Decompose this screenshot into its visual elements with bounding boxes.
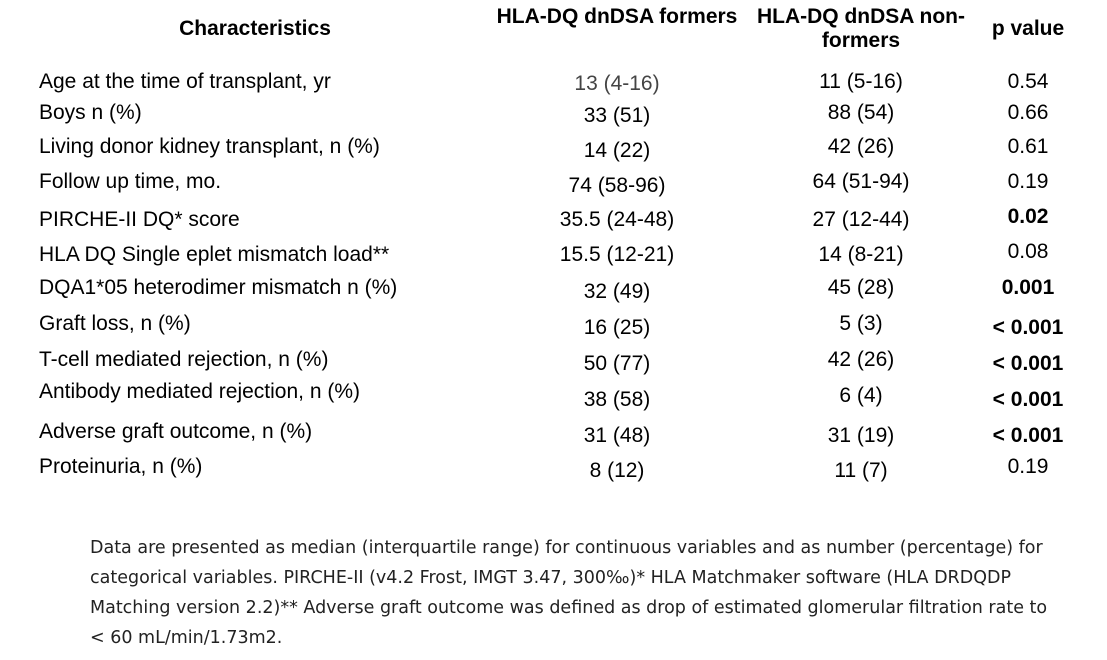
row-p-pirche: 0.02	[1007, 205, 1049, 228]
row-p-eplet: 0.08	[1007, 240, 1049, 263]
row-formers-tcmr: 50 (77)	[583, 352, 651, 375]
row-formers-pirche: 35.5 (24-48)	[559, 208, 675, 231]
row-nonformers-proteinuria: 11 (7)	[834, 459, 888, 482]
row-p-tcmr: < 0.001	[992, 352, 1064, 375]
row-p-age: 0.54	[1007, 70, 1049, 93]
row-formers-adverse: 31 (48)	[583, 424, 651, 447]
row-nonformers-tcmr: 42 (26)	[827, 348, 895, 371]
row-formers-proteinuria: 8 (12)	[589, 459, 645, 482]
row-formers-follow-up: 74 (58-96)	[568, 174, 666, 197]
row-label-graft-loss: Graft loss, n (%)	[39, 312, 191, 335]
row-nonformers-adverse: 31 (19)	[827, 424, 895, 447]
table-header-p-value: p value	[991, 17, 1065, 40]
table-header-formers: HLA-DQ dnDSA formers	[496, 5, 738, 28]
row-nonformers-graft-loss: 5 (3)	[839, 312, 883, 335]
table-header-characteristics: Characteristics	[179, 17, 331, 40]
row-nonformers-age: 11 (5-16)	[819, 70, 903, 93]
row-label-proteinuria: Proteinuria, n (%)	[39, 455, 203, 478]
row-label-age: Age at the time of transplant, yr	[39, 70, 331, 93]
row-p-graft-loss: < 0.001	[992, 316, 1064, 339]
row-label-dqa1: DQA1*05 heterodimer mismatch n (%)	[39, 276, 398, 299]
row-label-adverse: Adverse graft outcome, n (%)	[39, 420, 313, 443]
row-label-pirche: PIRCHE-II DQ* score	[39, 208, 240, 231]
table-header-non-formers: HLA-DQ dnDSA non-formers	[756, 5, 965, 52]
row-label-eplet: HLA DQ Single eplet mismatch load**	[39, 243, 390, 266]
row-p-proteinuria: 0.19	[1007, 455, 1049, 478]
row-nonformers-pirche: 27 (12-44)	[812, 208, 910, 231]
row-formers-age: 13 (4-16)	[574, 72, 660, 95]
row-formers-eplet: 15.5 (12-21)	[559, 243, 675, 266]
row-nonformers-living-donor: 42 (26)	[827, 135, 895, 158]
row-nonformers-amr: 6 (4)	[839, 384, 883, 407]
row-nonformers-eplet: 14 (8-21)	[818, 243, 904, 266]
row-p-living-donor: 0.61	[1007, 135, 1049, 158]
row-p-dqa1: 0.001	[1001, 276, 1055, 299]
row-p-amr: < 0.001	[992, 388, 1064, 411]
row-nonformers-dqa1: 45 (28)	[827, 276, 895, 299]
row-p-boys: 0.66	[1007, 101, 1049, 124]
row-label-tcmr: T-cell mediated rejection, n (%)	[39, 348, 329, 371]
row-p-follow-up: 0.19	[1007, 170, 1049, 193]
row-label-amr: Antibody mediated rejection, n (%)	[39, 380, 360, 403]
row-nonformers-follow-up: 64 (51-94)	[812, 170, 910, 193]
row-formers-dqa1: 32 (49)	[583, 280, 651, 303]
row-formers-boys: 33 (51)	[583, 104, 651, 127]
row-p-adverse: < 0.001	[992, 424, 1064, 447]
row-formers-amr: 38 (58)	[583, 388, 651, 411]
row-formers-living-donor: 14 (22)	[583, 139, 651, 162]
row-label-boys: Boys n (%)	[39, 101, 142, 124]
row-label-living-donor: Living donor kidney transplant, n (%)	[39, 135, 380, 158]
row-label-follow-up: Follow up time, mo.	[39, 170, 222, 193]
table-footnote: Data are presented as median (interquartile range) for continuous variables and as number (percentage) for categorical variables. PIRCHE-II (v4.2 Frost, IMGT 3.47, 300‰)* HLA Matchmaker software (HLA DRDQDP Matching version 2.2)** Adverse graft outcome was defined as drop of estimated glomerular filtration rate to < 60 mL/min/1.73m2.	[90, 538, 1048, 648]
row-formers-graft-loss: 16 (25)	[583, 316, 651, 339]
row-nonformers-boys: 88 (54)	[827, 101, 895, 124]
